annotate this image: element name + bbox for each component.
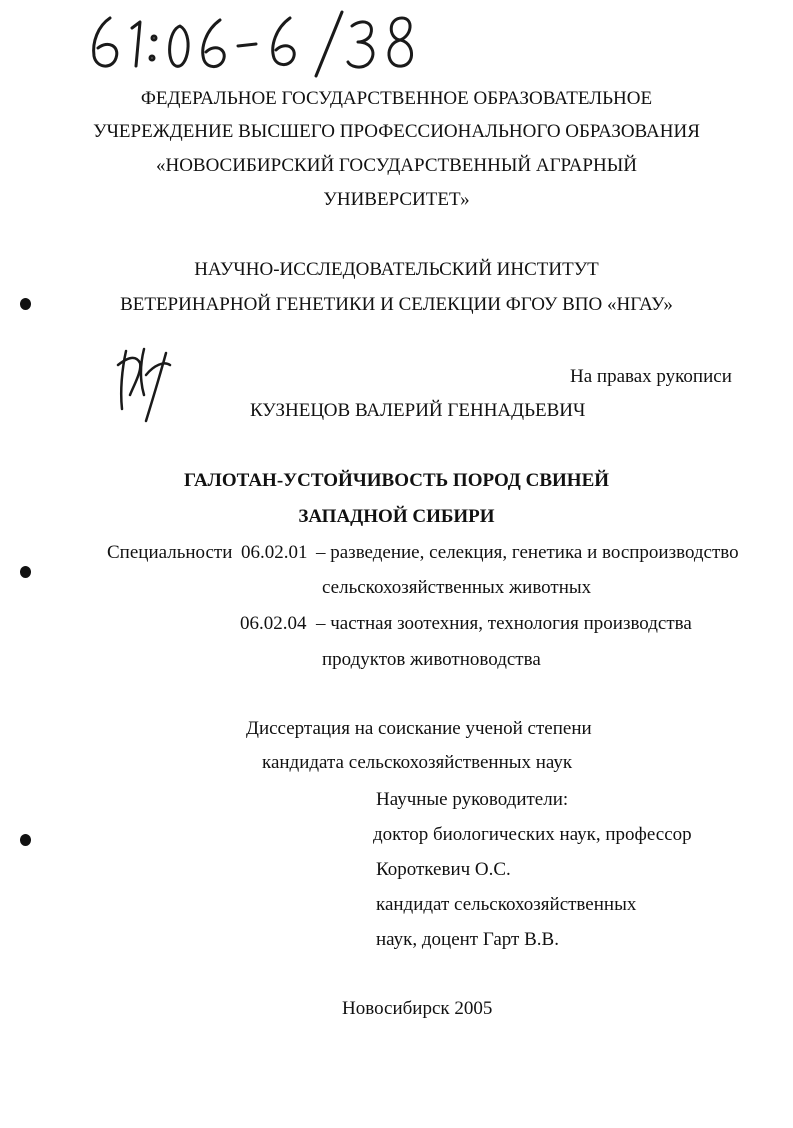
institute-line: ВЕТЕРИНАРНОЙ ГЕНЕТИКИ И СЕЛЕКЦИИ ФГОУ ВПО «НГАУ» bbox=[120, 294, 673, 315]
archive-number-handwritten bbox=[80, 8, 430, 78]
specialty-code: 06.02.04 bbox=[240, 613, 307, 634]
author-name: КУЗНЕЦОВ ВАЛЕРИЙ ГЕННАДЬЕВИЧ bbox=[250, 400, 586, 421]
supervisors-label: Научные руководители: bbox=[376, 789, 569, 810]
signature-handwritten bbox=[110, 345, 180, 425]
specialty-description: продуктов животноводства bbox=[322, 649, 541, 670]
specialty-description: – разведение, селекция, генетика и воспроизводство bbox=[316, 542, 739, 563]
supervisor-line: кандидат сельскохозяйственных bbox=[376, 894, 637, 915]
specialty-description: сельскохозяйственных животных bbox=[322, 577, 592, 598]
institute-line: НАУЧНО-ИССЛЕДОВАТЕЛЬСКИЙ ИНСТИТУТ bbox=[194, 259, 599, 280]
org-line: УНИВЕРСИТЕТ» bbox=[323, 189, 470, 210]
org-line: ФЕДЕРАЛЬНОЕ ГОСУДАРСТВЕННОЕ ОБРАЗОВАТЕЛЬНОЕ bbox=[140, 88, 653, 109]
specialties-label: Специальности bbox=[107, 542, 233, 563]
hole-punch-mark bbox=[20, 566, 31, 578]
specialty-description: – частная зоотехния, технология производства bbox=[316, 613, 692, 634]
supervisor-line: Короткевич О.С. bbox=[376, 859, 511, 880]
rights-note: На правах рукописи bbox=[570, 366, 732, 387]
org-line: УЧЕРЕЖДЕНИЕ ВЫСШЕГО ПРОФЕССИОНАЛЬНОГО ОБРАЗОВАНИЯ bbox=[93, 121, 700, 142]
supervisor-line: наук, доцент Гарт В.В. bbox=[376, 929, 559, 950]
hole-punch-mark bbox=[20, 834, 31, 846]
specialty-code: 06.02.01 bbox=[241, 542, 308, 563]
supervisor-line: доктор биологических наук, профессор bbox=[373, 824, 692, 845]
city-year: Новосибирск 2005 bbox=[342, 998, 493, 1019]
dissertation-title: ГАЛОТАН-УСТОЙЧИВОСТЬ ПОРОД СВИНЕЙ bbox=[183, 470, 610, 491]
dissertation-title: ЗАПАДНОЙ СИБИРИ bbox=[298, 506, 495, 527]
degree-line: Диссертация на соискание ученой степени bbox=[246, 718, 592, 739]
org-line: «НОВОСИБИРСКИЙ ГОСУДАРСТВЕННЫЙ АГРАРНЫЙ bbox=[155, 155, 637, 176]
degree-line: кандидата сельскохозяйственных наук bbox=[262, 752, 573, 773]
